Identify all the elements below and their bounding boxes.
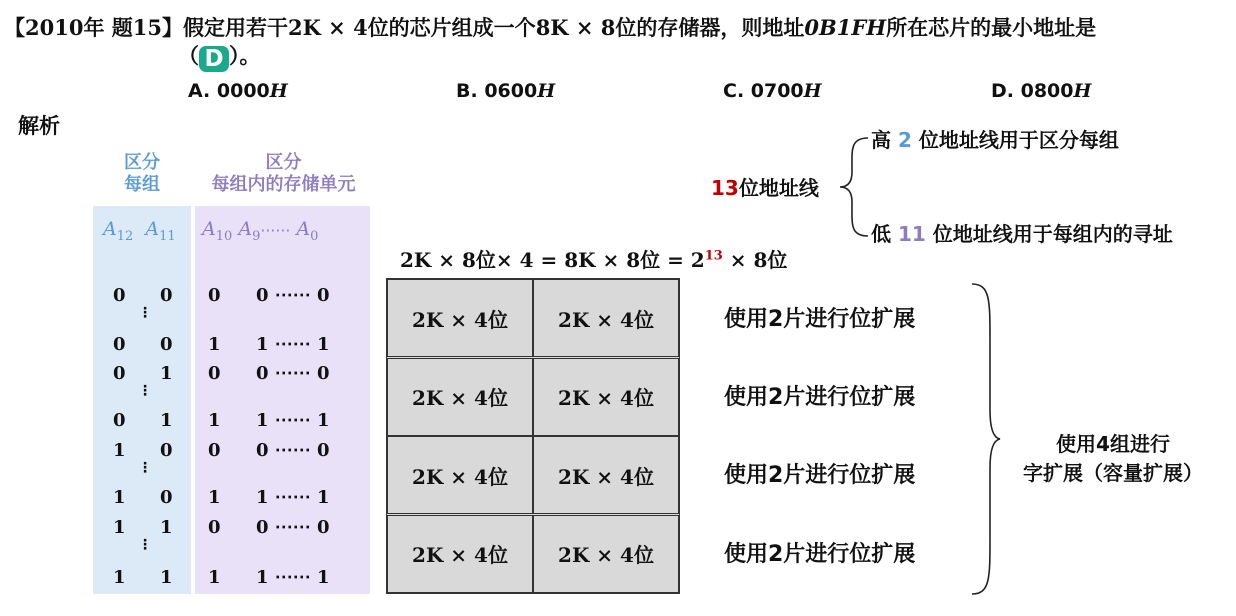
vertical-ellipsis: ⋮ <box>138 305 152 321</box>
high-address-lines <box>871 124 1119 153</box>
address-bit: 0 <box>208 363 221 384</box>
unit-header <box>192 152 375 196</box>
question-source: 【2010年 题15】 <box>4 15 183 40</box>
summary <box>1008 428 1218 486</box>
option-a-suffix: H <box>269 80 288 102</box>
chip-cell: 2K × 4位 <box>387 279 533 357</box>
address-bit: 1 <box>208 334 221 355</box>
address-symbols-low <box>202 218 318 244</box>
symbol-a11: $A_{11}$ <box>145 218 176 244</box>
summary-line2: 字扩展（容量扩展） <box>1023 461 1203 485</box>
group-header <box>93 152 191 196</box>
option-a <box>188 80 288 102</box>
address-bit: 0 ⋯⋯ 0 <box>256 285 330 306</box>
chip-cell: 2K × 4位 <box>387 515 533 593</box>
option-d-suffix: H <box>1073 80 1092 102</box>
chip-cell: 2K × 4位 <box>387 358 533 436</box>
address-expression: 0B1FH <box>804 15 887 40</box>
address-bit: 0 <box>113 363 126 384</box>
address-bit: 0 <box>208 517 221 538</box>
high-num: 2 <box>897 128 912 152</box>
address-bit: 1 <box>113 517 126 538</box>
address-bit: 0 ⋯⋯ 0 <box>256 440 330 461</box>
address-bit: 0 <box>160 440 173 461</box>
unit-header-line2: 每组内的存储单元 <box>211 174 356 195</box>
address-bit: 1 ⋯⋯ 1 <box>256 410 330 431</box>
question-line-1 <box>4 12 1096 42</box>
address-bit: 1 <box>160 567 173 588</box>
option-b-suffix: H <box>537 80 556 102</box>
option-d-label: D. 0800 <box>991 80 1074 102</box>
total-lines-num: 13 <box>711 176 739 200</box>
question-stem-part1: 假定用若干 <box>182 16 288 40</box>
option-b <box>456 80 555 102</box>
high-prefix: 高 <box>871 128 891 152</box>
chip-cell: 2K × 4位 <box>387 436 533 514</box>
address-bit: 1 <box>113 487 126 508</box>
low-text: 位地址线用于每组内的寻址 <box>932 222 1173 246</box>
address-bit: 1 <box>160 517 173 538</box>
symbol-a10: $A_{10}$ <box>202 218 233 244</box>
option-c-suffix: H <box>803 80 822 102</box>
bit-expansion-caption: 使用2片进行位扩展 <box>724 307 916 332</box>
address-bit: 1 <box>208 410 221 431</box>
address-brace <box>836 132 876 242</box>
address-bit: 1 <box>208 487 221 508</box>
high-text: 位地址线用于区分每组 <box>918 128 1119 152</box>
address-bit: 0 <box>208 285 221 306</box>
question-stem-part2: 位的芯片组成一个 <box>367 16 536 40</box>
formula-part2: × 8位 <box>722 248 788 272</box>
low-prefix: 低 <box>871 222 891 246</box>
bit-expansion-caption: 使用2片进行位扩展 <box>724 542 916 567</box>
address-bit: 1 ⋯⋯ 1 <box>256 334 330 355</box>
address-bit: 0 ⋯⋯ 0 <box>256 363 330 384</box>
capacity-formula <box>400 244 787 273</box>
option-b-label: B. 0600 <box>456 80 538 102</box>
group-header-line2: 每组 <box>124 174 160 195</box>
address-bit: 0 <box>113 334 126 355</box>
symbol-dots: ⋯⋯ <box>260 221 291 239</box>
address-bit: 1 ⋯⋯ 1 <box>256 487 330 508</box>
address-bit: 1 <box>113 440 126 461</box>
question-line-2 <box>178 40 261 72</box>
total-address-lines <box>711 172 819 201</box>
paren-open: （ <box>178 44 199 68</box>
address-bit: 0 <box>160 334 173 355</box>
formula-exponent: 13 <box>704 248 723 264</box>
address-bit: 0 <box>113 410 126 431</box>
memory-expression: 8K × 8 <box>535 15 616 40</box>
group-brace <box>968 280 1004 598</box>
unit-header-line1: 区分 <box>265 152 302 173</box>
option-c <box>723 80 822 102</box>
low-address-lines <box>871 218 1173 247</box>
formula-part1: 2K × 8位× 4 = 8K × 8位 = 2 <box>400 248 705 272</box>
chip-cell: 2K × 4位 <box>533 436 679 514</box>
option-a-label: A. 0000 <box>188 80 270 102</box>
address-bit: 0 ⋯⋯ 0 <box>256 517 330 538</box>
question-stem-part3: 位的存储器，则地址 <box>615 16 805 40</box>
symbol-a12: $A_{12}$ <box>103 218 134 244</box>
answer-badge: D <box>199 46 229 72</box>
address-bit: 1 <box>113 567 126 588</box>
vertical-ellipsis: ⋮ <box>138 383 152 399</box>
group-bits-column <box>93 206 191 594</box>
vertical-ellipsis: ⋮ <box>138 537 152 553</box>
chip-cell: 2K × 4位 <box>533 279 679 357</box>
total-lines-text: 位地址线 <box>738 176 819 200</box>
option-c-label: C. 0700 <box>723 80 804 102</box>
address-bit: 1 <box>208 567 221 588</box>
question-stem-part4: 所在芯片的最小地址是 <box>886 16 1097 40</box>
address-bit: 0 <box>208 440 221 461</box>
chip-cell: 2K × 4位 <box>533 358 679 436</box>
vertical-ellipsis: ⋮ <box>138 460 152 476</box>
address-bit: 0 <box>160 487 173 508</box>
option-d <box>991 80 1091 102</box>
paren-close: ）。 <box>229 44 261 68</box>
group-header-line1: 区分 <box>124 152 160 173</box>
symbol-a0: $A_0$ <box>296 218 319 244</box>
address-bit: 1 <box>160 363 173 384</box>
bit-expansion-caption: 使用2片进行位扩展 <box>724 463 916 488</box>
address-bit: 0 <box>113 285 126 306</box>
chip-cell: 2K × 4位 <box>533 515 679 593</box>
bit-expansion-caption: 使用2片进行位扩展 <box>724 385 916 410</box>
address-bit: 1 <box>160 410 173 431</box>
symbol-a9: $A_9$ <box>238 218 261 244</box>
analysis-label: 解析 <box>18 114 60 138</box>
summary-line1: 使用4组进行 <box>1056 432 1170 456</box>
address-bit: 0 <box>160 285 173 306</box>
low-num: 11 <box>897 222 926 246</box>
chip-expression: 2K × 4 <box>287 15 368 40</box>
chip-grid <box>386 278 680 594</box>
address-bit: 1 ⋯⋯ 1 <box>256 567 330 588</box>
address-symbols <box>103 218 176 244</box>
